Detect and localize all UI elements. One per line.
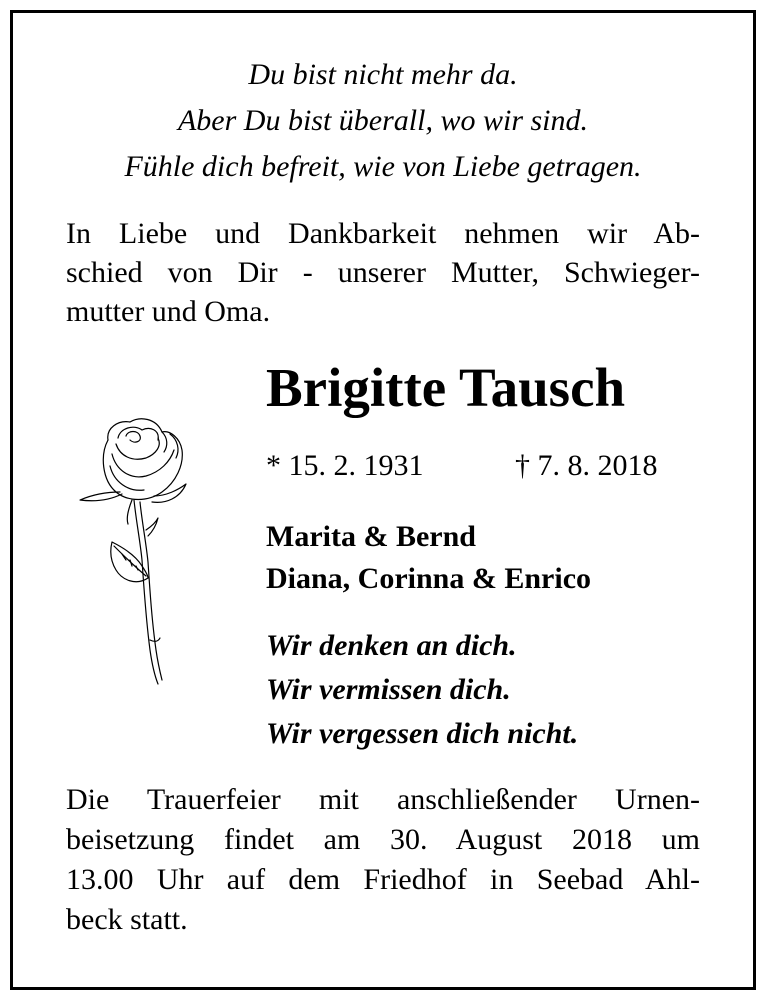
death-date: † 7. 8. 2018 — [515, 449, 658, 482]
rose-icon — [70, 410, 210, 690]
remembrance-line: Wir vergessen dich nicht. — [266, 717, 579, 750]
birth-date: * 15. 2. 1931 — [266, 449, 424, 482]
remembrance-text — [266, 624, 578, 756]
ceremony-line: beisetzung findet am 30. August 2018 um — [66, 823, 700, 856]
family-signature — [266, 516, 591, 600]
poem-line: Du bist nicht mehr da. — [248, 58, 518, 91]
opening-poem — [0, 52, 766, 190]
family-line: Diana, Corinna & Enrico — [266, 562, 592, 595]
poem-line: Aber Du bist überall, wo wir sind. — [177, 104, 589, 137]
intro-line: schied von Dir - unserer Mutter, Schwieger- — [66, 256, 700, 289]
intro-line: mutter und Oma. — [66, 295, 271, 328]
remembrance-line: Wir denken an dich. — [266, 629, 517, 662]
ceremony-info — [66, 780, 700, 940]
ceremony-line: 13.00 Uhr auf dem Friedhof in Seebad Ahl- — [66, 863, 700, 896]
intro-line: In Liebe und Dankbarkeit nehmen wir Ab- — [66, 217, 700, 250]
intro-text — [66, 214, 700, 331]
poem-line: Fühle dich befreit, wie von Liebe getragen. — [124, 150, 642, 183]
family-line: Marita & Bernd — [266, 520, 476, 553]
deceased-name: Brigitte Tausch — [266, 357, 626, 418]
ceremony-line: Die Trauerfeier mit anschließender Urnen- — [66, 783, 700, 816]
remembrance-line: Wir vermissen dich. — [266, 673, 511, 706]
ceremony-line: beck statt. — [66, 903, 188, 936]
